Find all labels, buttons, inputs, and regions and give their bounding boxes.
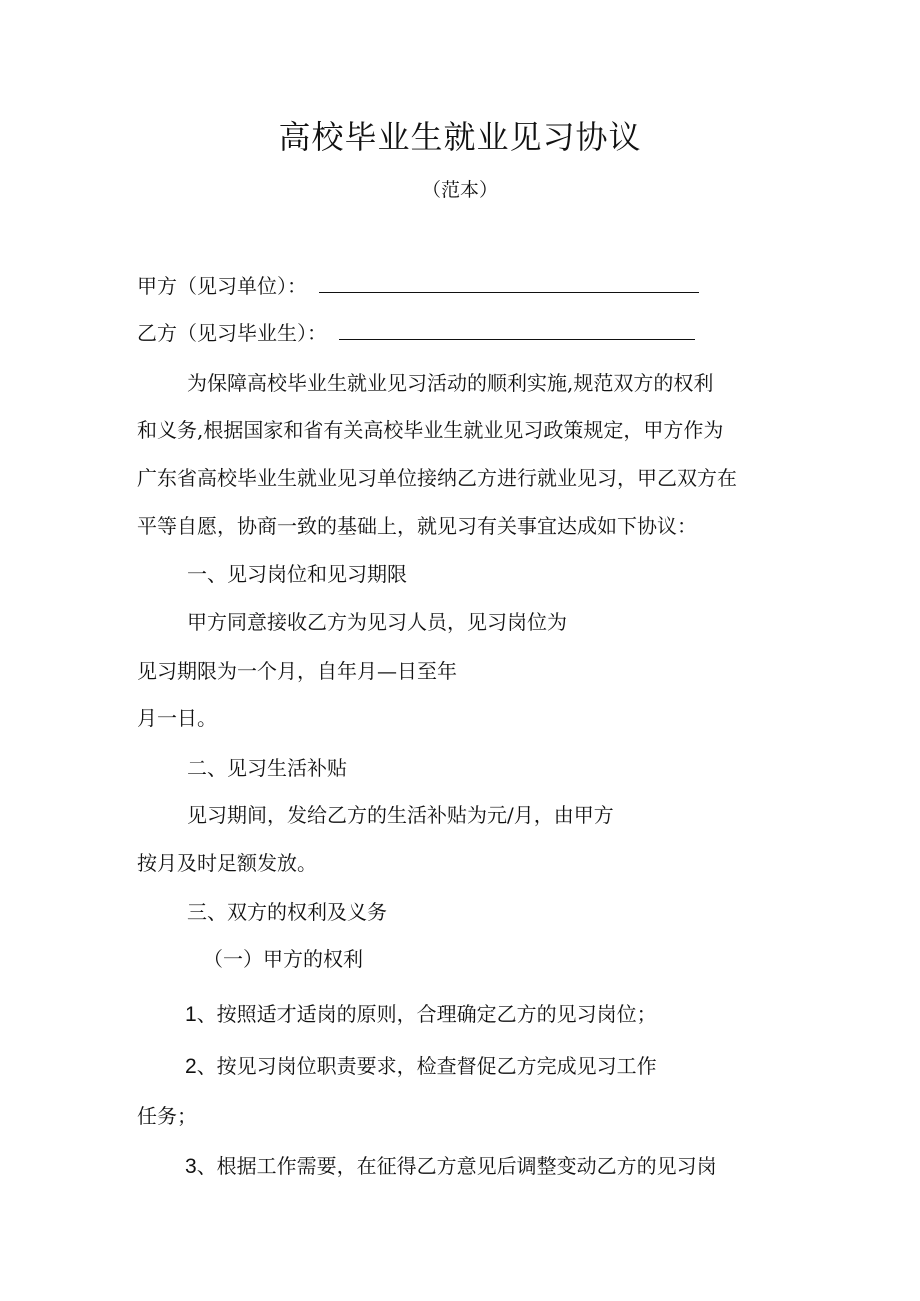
party-b-blank[interactable] [339, 317, 695, 340]
document-subtitle: （范本） [421, 179, 498, 201]
section-line: 月一日。 [137, 706, 217, 730]
section-heading: 一、见习岗位和见习期限 [187, 562, 407, 586]
preamble-line: 平等自愿，协商一致的基础上，就见习有关事宜达成如下协议： [137, 514, 697, 538]
item-text: 、按见习岗位职责要求，检查督促乙方完成见习工作 [196, 1054, 657, 1078]
section-line: 按月及时足额发放。 [137, 851, 317, 875]
section-heading: 二、见习生活补贴 [187, 756, 347, 780]
section-line: 见习期限为一个月，自年月—日至年 [137, 659, 457, 683]
preamble-line: 为保障高校毕业生就业见习活动的顺利实施,规范双方的权利 [187, 371, 714, 395]
list-item [0, 1150, 920, 1183]
sub-heading: （一）甲方的权利 [203, 947, 363, 971]
list-item [0, 1050, 920, 1083]
list-item [0, 998, 920, 1031]
party-a-label: 甲方（见习单位）： [137, 274, 307, 298]
section-line: 见习期间，发给乙方的生活补贴为元/月，由甲方 [187, 803, 614, 827]
party-b-row [0, 317, 920, 349]
section-heading: 三、双方的权利及义务 [187, 900, 387, 924]
item-number: 1 [185, 1003, 197, 1026]
item-number: 2 [185, 1055, 197, 1078]
party-b-label: 乙方（见习毕业生）： [137, 321, 327, 345]
list-item-continuation: 任务； [137, 1104, 197, 1128]
item-text: 、根据工作需要，在征得乙方意见后调整变动乙方的见习岗 [196, 1154, 717, 1178]
preamble-line: 广东省高校毕业生就业见习单位接纳乙方进行就业见习，甲乙双方在 [137, 466, 737, 490]
section-line: 甲方同意接收乙方为见习人员，见习岗位为 [187, 610, 567, 634]
item-text: 、按照适才适岗的原则，合理确定乙方的见习岗位； [196, 1002, 657, 1026]
party-a-row [0, 270, 920, 302]
party-a-blank[interactable] [319, 270, 699, 293]
document-title: 高校毕业生就业见习协议 [278, 118, 642, 156]
item-number: 3 [185, 1155, 197, 1178]
preamble-line: 和义务,根据国家和省有关高校毕业生就业见习政策规定，甲方作为 [137, 418, 724, 442]
